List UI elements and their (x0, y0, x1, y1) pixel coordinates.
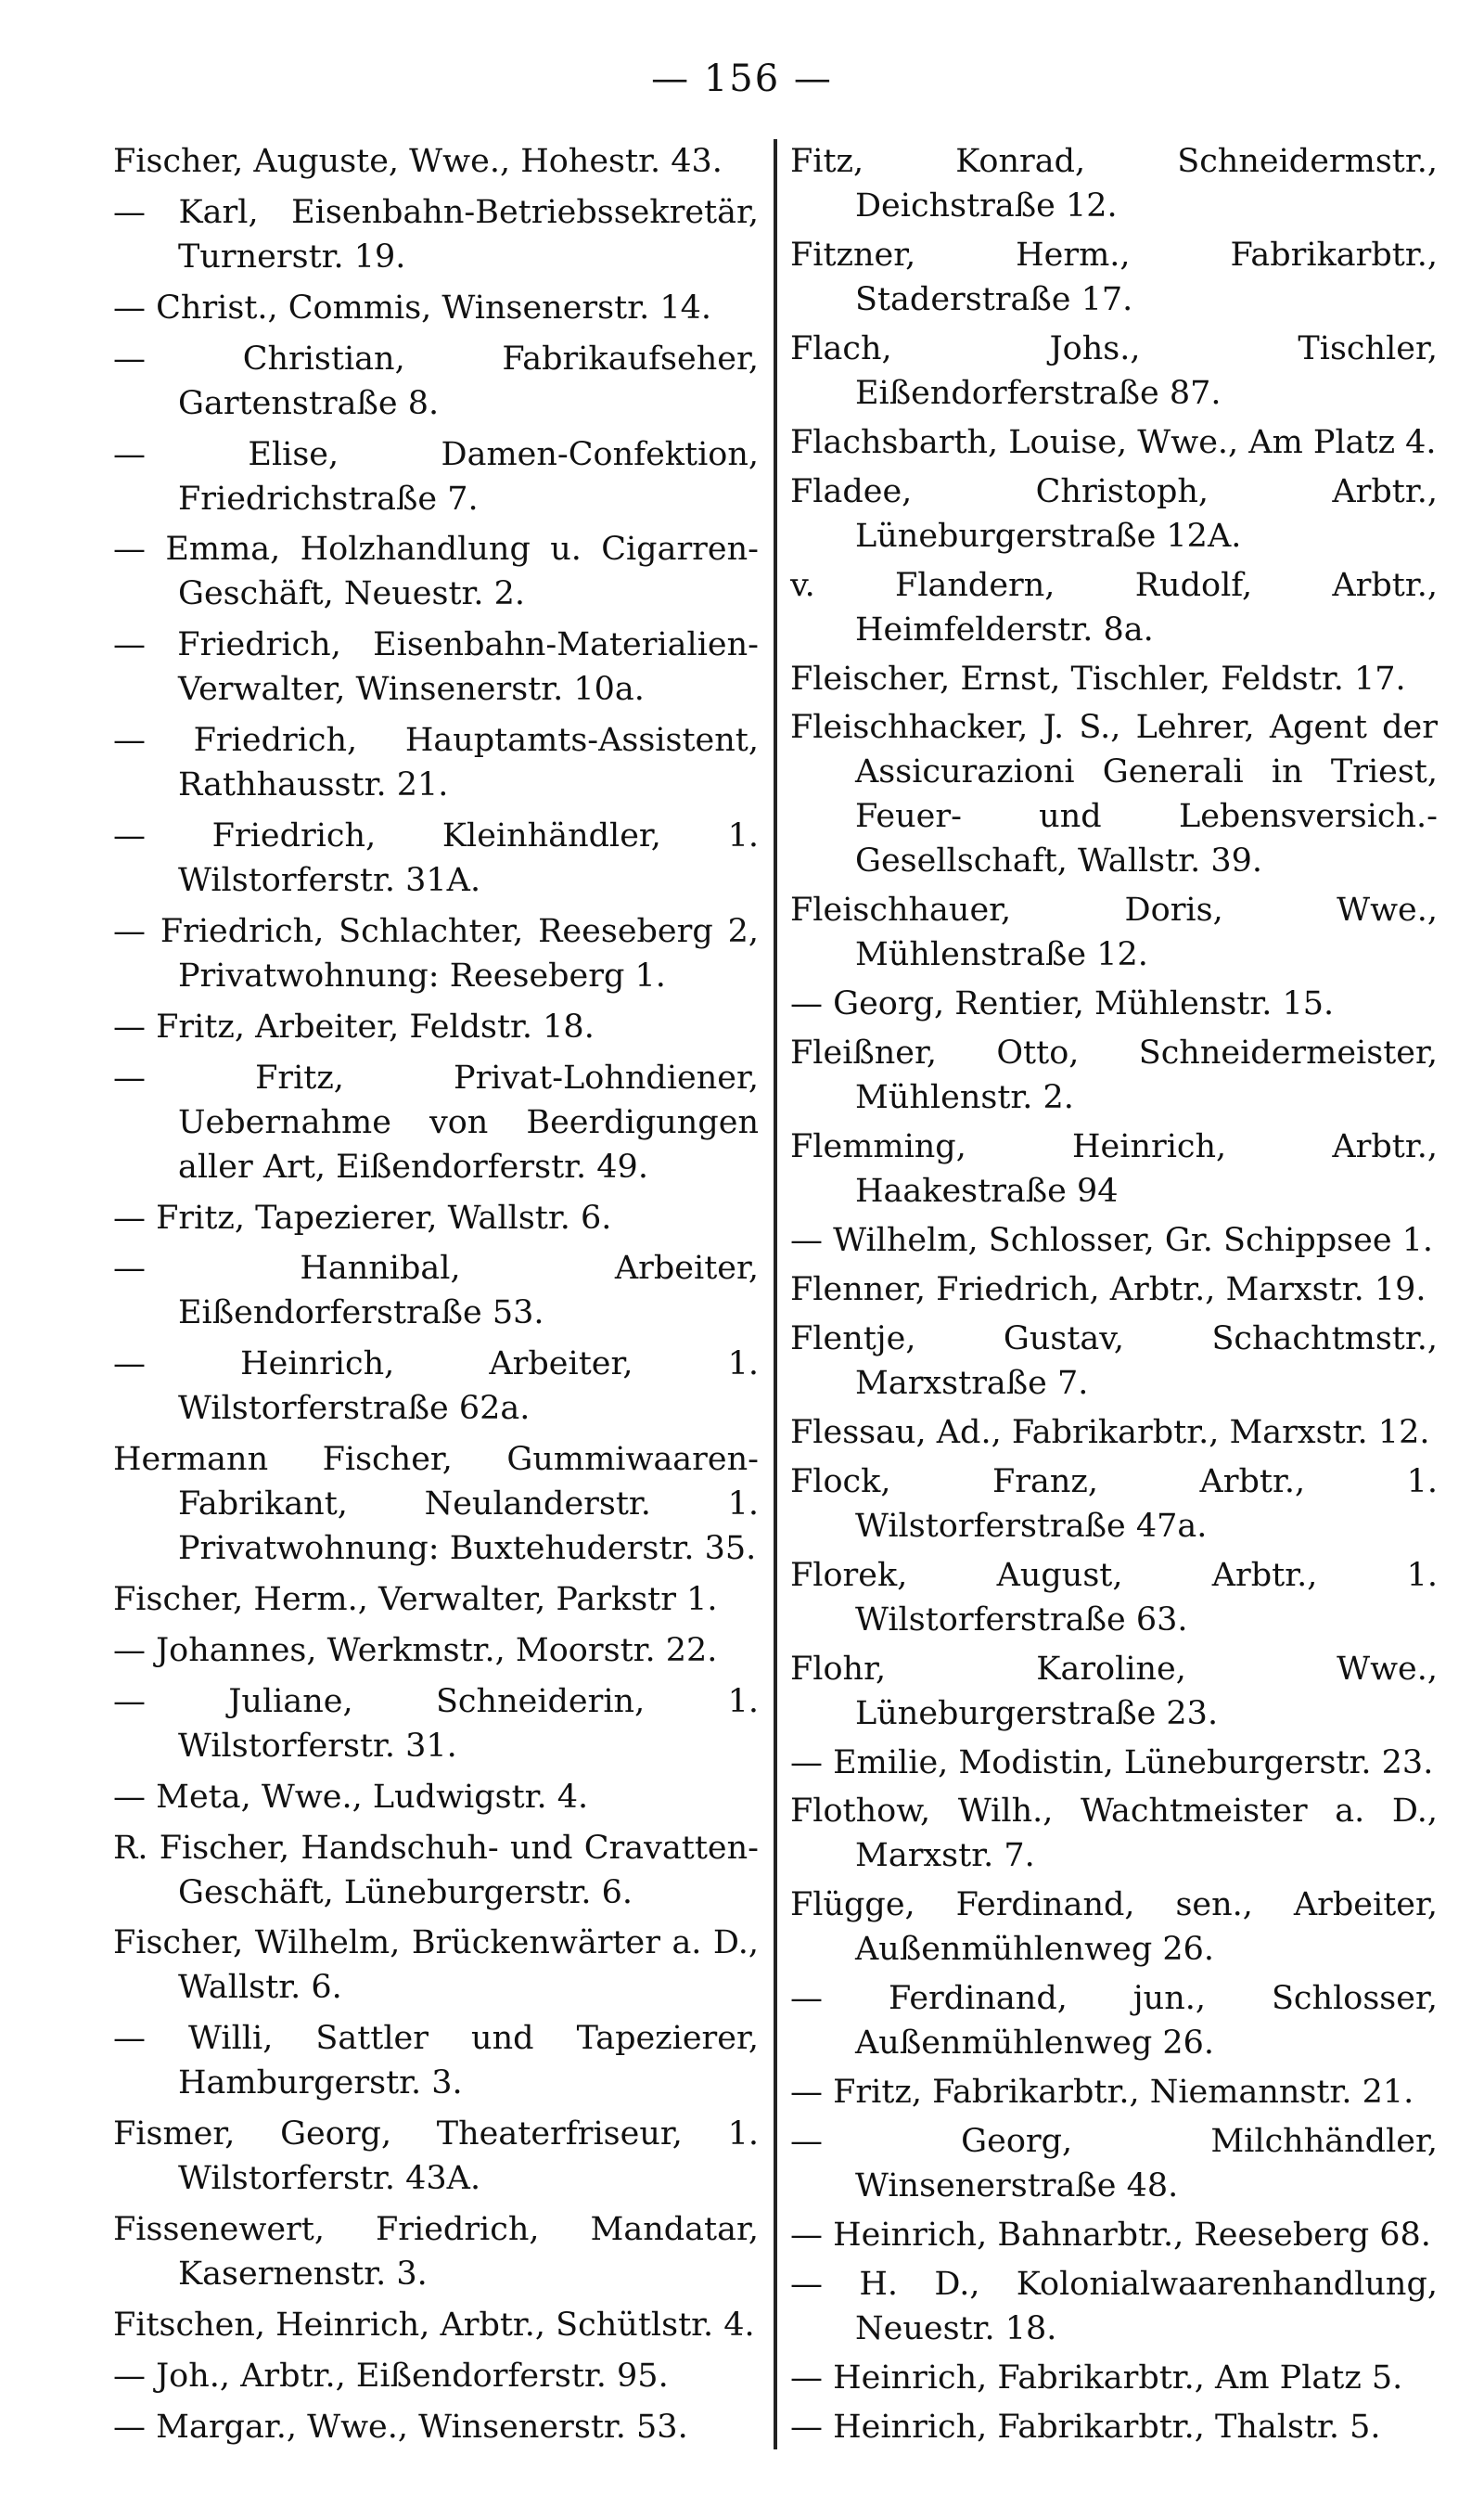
directory-entry: Flessau, Ad., Fabrikarbtr., Marxstr. 12. (790, 1413, 1430, 1451)
columns (113, 139, 1441, 2449)
directory-entry: Fleißner, Otto, Schneidermeister, Mühlenstr. 2. (790, 1035, 1438, 1117)
directory-entry: Flügge, Ferdinand, sen., Arbeiter, Außenmühlenweg 26. (790, 1886, 1438, 1969)
directory-entry: Flachsbarth, Louise, Wwe., Am Platz 4. (790, 423, 1437, 461)
directory-entry: Fitz, Konrad, Schneidermstr., Deichstraße 12. (790, 143, 1438, 225)
directory-entry: — Georg, Rentier, Mühlenstr. 15. (790, 985, 1335, 1023)
directory-entry: — Friedrich, Eisenbahn-Materialien-Verwalter, Winsenerstr. 10a. (113, 626, 759, 709)
directory-entry: — Heinrich, Fabrikarbtr., Thalstr. 5. (790, 2408, 1381, 2446)
directory-entry: — Juliane, Schneiderin, 1. Wilstorferstr. 31. (113, 1682, 759, 1765)
directory-entry: — Margar., Wwe., Winsenerstr. 53. (113, 2408, 688, 2446)
directory-entry: — Fritz, Fabrikarbtr., Niemannstr. 21. (790, 2074, 1414, 2112)
page-number: — 156 — (651, 58, 833, 100)
directory-entry: — Fritz, Arbeiter, Feldstr. 18. (113, 1008, 595, 1046)
directory-entry: — Elise, Damen-Confektion, Friedrichstraße 7. (113, 435, 759, 518)
directory-entry: Flentje, Gustav, Schachtmstr., Marxstraße 7. (790, 1319, 1438, 1402)
directory-entry: Fleischhacker, J. S., Lehrer, Agent der Assicurazioni Generali in Triest, Feuer- und Lebensversich.-Gesellschaft, Wallstr. 39. (790, 709, 1438, 880)
directory-entry: — Georg, Milchhändler, Winsenerstraße 48. (790, 2123, 1438, 2205)
directory-entry: — Joh., Arbtr., Eißendorferstr. 95. (113, 2357, 669, 2395)
directory-entry: — Karl, Eisenbahn-Betriebssekretär, Turnerstr. 19. (113, 193, 759, 276)
directory-entry: Florek, August, Arbtr., 1. Wilstorferstraße 63. (790, 1556, 1438, 1639)
directory-entry: — Meta, Wwe., Ludwigstr. 4. (113, 1778, 589, 1816)
directory-entry: Fitzner, Herm., Fabrikarbtr., Staderstraße 17. (790, 236, 1438, 318)
directory-entry: — Friedrich, Schlachter, Reeseberg 2, Privatwohnung: Reeseberg 1. (113, 912, 759, 995)
directory-entry: Fleischhauer, Doris, Wwe., Mühlenstraße 12. (790, 892, 1438, 974)
directory-entry: Fladee, Christoph, Arbtr., Lüneburgerstraße 12A. (790, 472, 1438, 555)
directory-entry: v. Flandern, Rudolf, Arbtr., Heimfelderstr. 8a. (790, 566, 1438, 649)
directory-entry: Flock, Franz, Arbtr., 1. Wilstorferstraße 47a. (790, 1462, 1438, 1545)
directory-entry: — Heinrich, Bahnarbtr., Reeseberg 68. (790, 2217, 1431, 2255)
directory-entry: Fischer, Wilhelm, Brückenwärter a. D., Wallstr. 6. (113, 1924, 759, 2007)
directory-entry: — Fritz, Privat-Lohndiener, Uebernahme von Beerdigungen aller Art, Eißendorferstr. 49. (113, 1059, 759, 1186)
directory-entry: — Friedrich, Hauptamts-Assistent, Rathhausstr. 21. (113, 722, 759, 804)
directory-entry: Fissenewert, Friedrich, Mandatar, Kasernenstr. 3. (113, 2211, 759, 2293)
directory-entry: Flohr, Karoline, Wwe., Lüneburgerstraße 23. (790, 1650, 1438, 1732)
directory-entry: — Christian, Fabrikaufseher, Gartenstraße 8. (113, 340, 759, 422)
directory-entry: Flach, Johs., Tischler, Eißendorferstraße 87. (790, 329, 1438, 412)
directory-entry: Fitschen, Heinrich, Arbtr., Schütlstr. 4. (113, 2306, 755, 2344)
left-column (113, 139, 774, 2449)
directory-entry: — Ferdinand, jun., Schlosser, Außenmühlenweg 26. (790, 1980, 1438, 2063)
directory-entry: Hermann Fischer, Gummiwaaren-Fabrikant, Neulanderstr. 1. Privatwohnung: Buxtehuderstr. 35. (113, 1441, 759, 1568)
directory-entry: — Christ., Commis, Winsenerstr. 14. (113, 289, 711, 327)
directory-entry: Flothow, Wilh., Wachtmeister a. D., Marxstr. 7. (790, 1793, 1438, 1875)
directory-entry: — Johannes, Werkmstr., Moorstr. 22. (113, 1631, 718, 1669)
directory-entry: — Wilhelm, Schlosser, Gr. Schippsee 1. (790, 1222, 1434, 1260)
directory-entry: Fleischer, Ernst, Tischler, Feldstr. 17. (790, 660, 1406, 698)
directory-entry: — Fritz, Tapezierer, Wallstr. 6. (113, 1199, 612, 1237)
directory-entry: Fismer, Georg, Theaterfriseur, 1. Wilstorferstr. 43A. (113, 2115, 759, 2198)
directory-entry: — H. D., Kolonialwaarenhandlung, Neuestr. 18. (790, 2265, 1438, 2347)
directory-entry: — Willi, Sattler und Tapezierer, Hamburgerstr. 3. (113, 2020, 759, 2102)
directory-entry: — Heinrich, Arbeiter, 1. Wilstorferstraße 62a. (113, 1345, 759, 1428)
right-column (777, 139, 1438, 2449)
directory-entry: Flenner, Friedrich, Arbtr., Marxstr. 19. (790, 1270, 1426, 1308)
directory-entry: Flemming, Heinrich, Arbtr., Haakestraße 94 (790, 1128, 1438, 1211)
directory-entry: — Heinrich, Fabrikarbtr., Am Platz 5. (790, 2358, 1403, 2397)
directory-entry: R. Fischer, Handschuh- und Cravatten-Geschäft, Lüneburgerstr. 6. (113, 1829, 759, 1911)
directory-entry: — Friedrich, Kleinhändler, 1. Wilstorferstr. 31A. (113, 817, 759, 899)
directory-entry: Fischer, Auguste, Wwe., Hohestr. 43. (113, 143, 723, 180)
directory-entry: Fischer, Herm., Verwalter, Parkstr 1. (113, 1581, 718, 1618)
directory-entry: — Emilie, Modistin, Lüneburgerstr. 23. (790, 1743, 1434, 1781)
directory-entry: — Emma, Holzhandlung u. Cigarren-Geschäft, Neuestr. 2. (113, 531, 759, 613)
directory-entry: — Hannibal, Arbeiter, Eißendorferstraße 53. (113, 1250, 759, 1332)
